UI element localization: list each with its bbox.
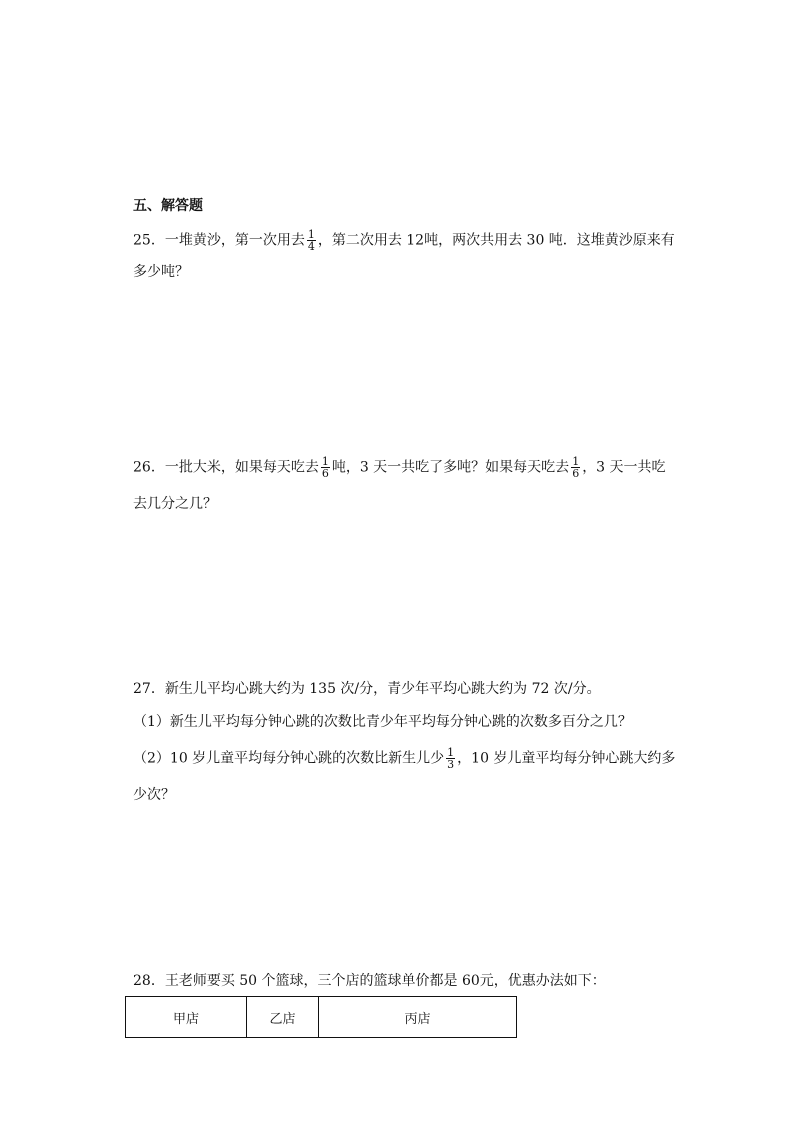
question-25-line-2: 多少吨？ xyxy=(133,264,189,280)
question-27-sub-2-line-2: 少次？ xyxy=(133,787,175,803)
question-27-line-1: 27．新生儿平均心跳大约为 135 次/分，青少年平均心跳大约为 72 次/分。 xyxy=(133,681,601,697)
question-26-text-part-1: 26．一批大米，如果每天吃去 xyxy=(133,459,319,476)
fraction-one-third xyxy=(446,747,455,770)
question-26-line-1 xyxy=(133,456,666,479)
question-27-sub-2-line-1 xyxy=(133,747,675,770)
fraction-one-sixth xyxy=(321,456,330,479)
section-heading: 五、解答题 xyxy=(133,198,203,214)
question-27-sub-2-text-part-1: （2）10 岁儿童平均每分钟心跳的次数比新生儿少 xyxy=(133,750,445,767)
question-26-text-part-2: 吨，3 天一共吃了多吨？如果每天吃去 xyxy=(331,459,570,476)
question-25-line-1 xyxy=(133,229,675,252)
question-28-line-1: 28．王老师要买 50 个篮球，三个店的篮球单价都是 60元，优惠办法如下： xyxy=(133,973,606,989)
table-header-shop-yi: 乙店 xyxy=(247,997,319,1038)
question-26-text-part-3: ，3 天一共吃 xyxy=(582,459,666,476)
table-header-shop-jia: 甲店 xyxy=(126,997,247,1038)
fraction-numerator: 1 xyxy=(447,746,455,759)
fraction-denominator: 3 xyxy=(447,758,455,771)
question-26-line-2: 去几分之几？ xyxy=(133,496,217,512)
question-25-text-part-2: ，第二次用去 12吨，两次共用去 30 吨．这堆黄沙原来有 xyxy=(317,232,675,249)
fraction-numerator: 1 xyxy=(572,455,580,468)
fraction-numerator: 1 xyxy=(307,228,315,241)
question-27-sub-1: （1）新生儿平均每分钟心跳的次数比青少年平均每分钟心跳的次数多百分之几？ xyxy=(133,714,632,730)
fraction-one-quarter xyxy=(307,229,316,252)
fraction-denominator: 6 xyxy=(321,467,329,480)
question-27-sub-2-text-part-2: ，10 岁儿童平均每分钟心跳大约多 xyxy=(457,750,676,767)
fraction-denominator: 6 xyxy=(572,467,580,480)
question-25-text-part-1: 25．一堆黄沙，第一次用去 xyxy=(133,232,305,249)
table-header-row xyxy=(126,997,517,1038)
fraction-denominator: 4 xyxy=(307,240,315,253)
fraction-numerator: 1 xyxy=(321,455,329,468)
table-header-shop-bing: 丙店 xyxy=(319,997,517,1038)
shop-discount-table xyxy=(125,996,517,1038)
fraction-one-sixth xyxy=(571,456,580,479)
